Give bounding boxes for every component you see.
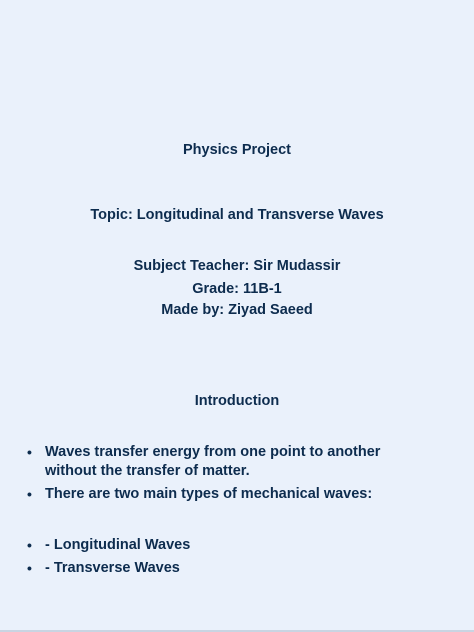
list-item (0, 443, 474, 481)
grade-line: Grade: 11B-1 (192, 281, 282, 297)
bullet-icon: • (27, 537, 32, 553)
list-item (0, 559, 474, 578)
wave-types-list (0, 536, 474, 578)
topic-line: Topic: Longitudinal and Transverse Waves (90, 207, 384, 223)
bullet-text: There are two main types of mechanical waves: (45, 486, 373, 502)
list-item (0, 485, 474, 504)
section-heading: Introduction (194, 393, 280, 409)
bullet-text: Waves transfer energy from one point to another without the transfer of matter. (45, 444, 381, 479)
bullet-text: - Longitudinal Waves (45, 537, 191, 553)
bullet-icon: • (27, 444, 32, 460)
bullet-text: - Transverse Waves (45, 560, 180, 576)
teacher-line: Subject Teacher: Sir Mudassir (133, 258, 341, 274)
author-line: Made by: Ziyad Saeed (161, 302, 313, 318)
bullet-icon: • (27, 560, 32, 576)
project-title: Physics Project (183, 142, 291, 158)
intro-bullet-list (0, 443, 474, 504)
bullet-icon: • (27, 486, 32, 502)
list-item (0, 536, 474, 555)
